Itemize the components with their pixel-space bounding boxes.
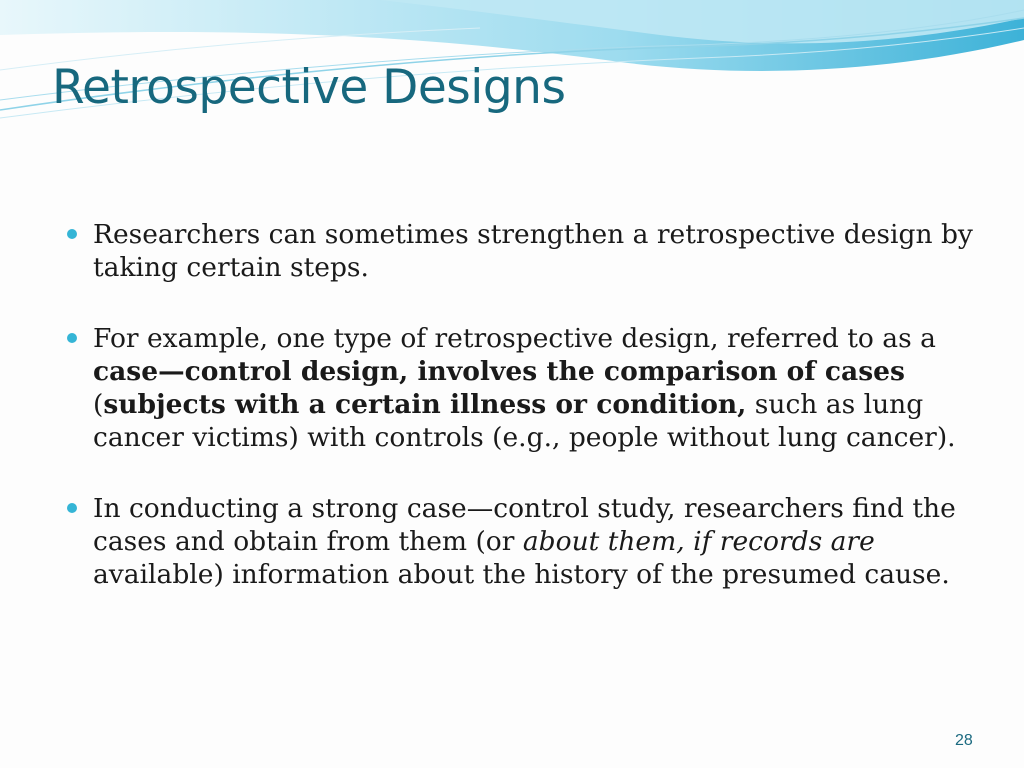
bullet-text: For example, one type of retrospective design, referred to as a <box>93 323 936 354</box>
slide-number: 28 <box>955 732 973 749</box>
bullet-bold-text: case—control design, involves the comparison of cases <box>93 356 905 387</box>
bullet-bold-text: subjects with a certain illness or condition, <box>103 389 747 420</box>
bullet-text: In conducting a strong case—control study, researchers find the cases and obtain from them (or <box>93 493 956 557</box>
bullet-item <box>93 322 973 454</box>
slide-title: Retrospective Designs <box>52 60 566 115</box>
bullet-marker-icon <box>67 229 77 239</box>
bullet-list <box>93 218 973 629</box>
bullet-italic-text: about them, if records are <box>522 526 875 557</box>
bullet-text: such as lung cancer victims) with controls (e.g., people without lung cancer). <box>93 389 956 453</box>
bullet-text: ( <box>93 389 104 420</box>
bullet-item <box>93 492 973 591</box>
bullet-marker-icon <box>67 503 77 513</box>
bullet-marker-icon <box>67 333 77 343</box>
bullet-text: available) information about the history of the presumed cause. <box>93 559 950 590</box>
bullet-text: Researchers can sometimes strengthen a retrospective design by taking certain steps. <box>93 219 973 283</box>
bullet-item <box>93 218 973 284</box>
